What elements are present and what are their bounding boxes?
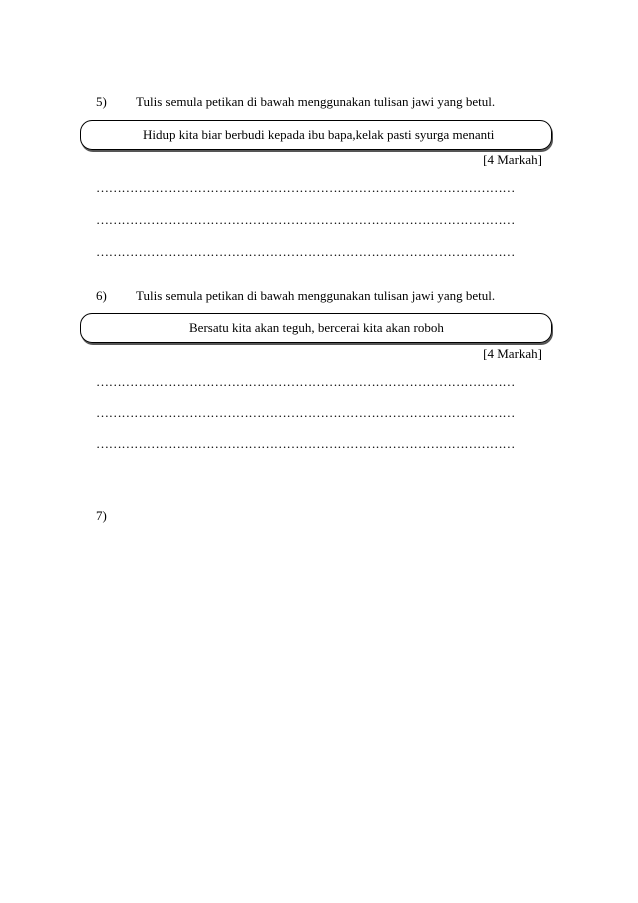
question-number: 6) [96,288,107,303]
question-6 [96,288,495,304]
question-number: 7) [96,508,107,523]
marks-label: [4 Markah] [483,346,542,361]
question-7 [96,508,136,524]
passage-text: Hidup kita biar berbudi kepada ibu bapa,kelak pasti syurga menanti [143,127,495,142]
answer-line[interactable]: ……………………………………………………………………………………… [96,374,516,389]
question-number: 5) [96,94,107,109]
question-instruction: Tulis semula petikan di bawah menggunakan tulisan jawi yang betul. [136,288,496,303]
answer-line[interactable]: ……………………………………………………………………………………… [96,244,516,259]
answer-line[interactable]: ……………………………………………………………………………………… [96,212,516,227]
question-5 [96,94,495,110]
passage-box [80,120,552,150]
answer-line[interactable]: ……………………………………………………………………………………… [96,436,516,451]
question-instruction: Tulis semula petikan di bawah menggunakan tulisan jawi yang betul. [136,94,496,109]
passage-text: Bersatu kita akan teguh, bercerai kita akan roboh [189,320,444,335]
marks-label: [4 Markah] [483,152,542,167]
passage-box [80,313,552,343]
answer-line[interactable]: ……………………………………………………………………………………… [96,180,516,195]
answer-line[interactable]: ……………………………………………………………………………………… [96,405,516,420]
